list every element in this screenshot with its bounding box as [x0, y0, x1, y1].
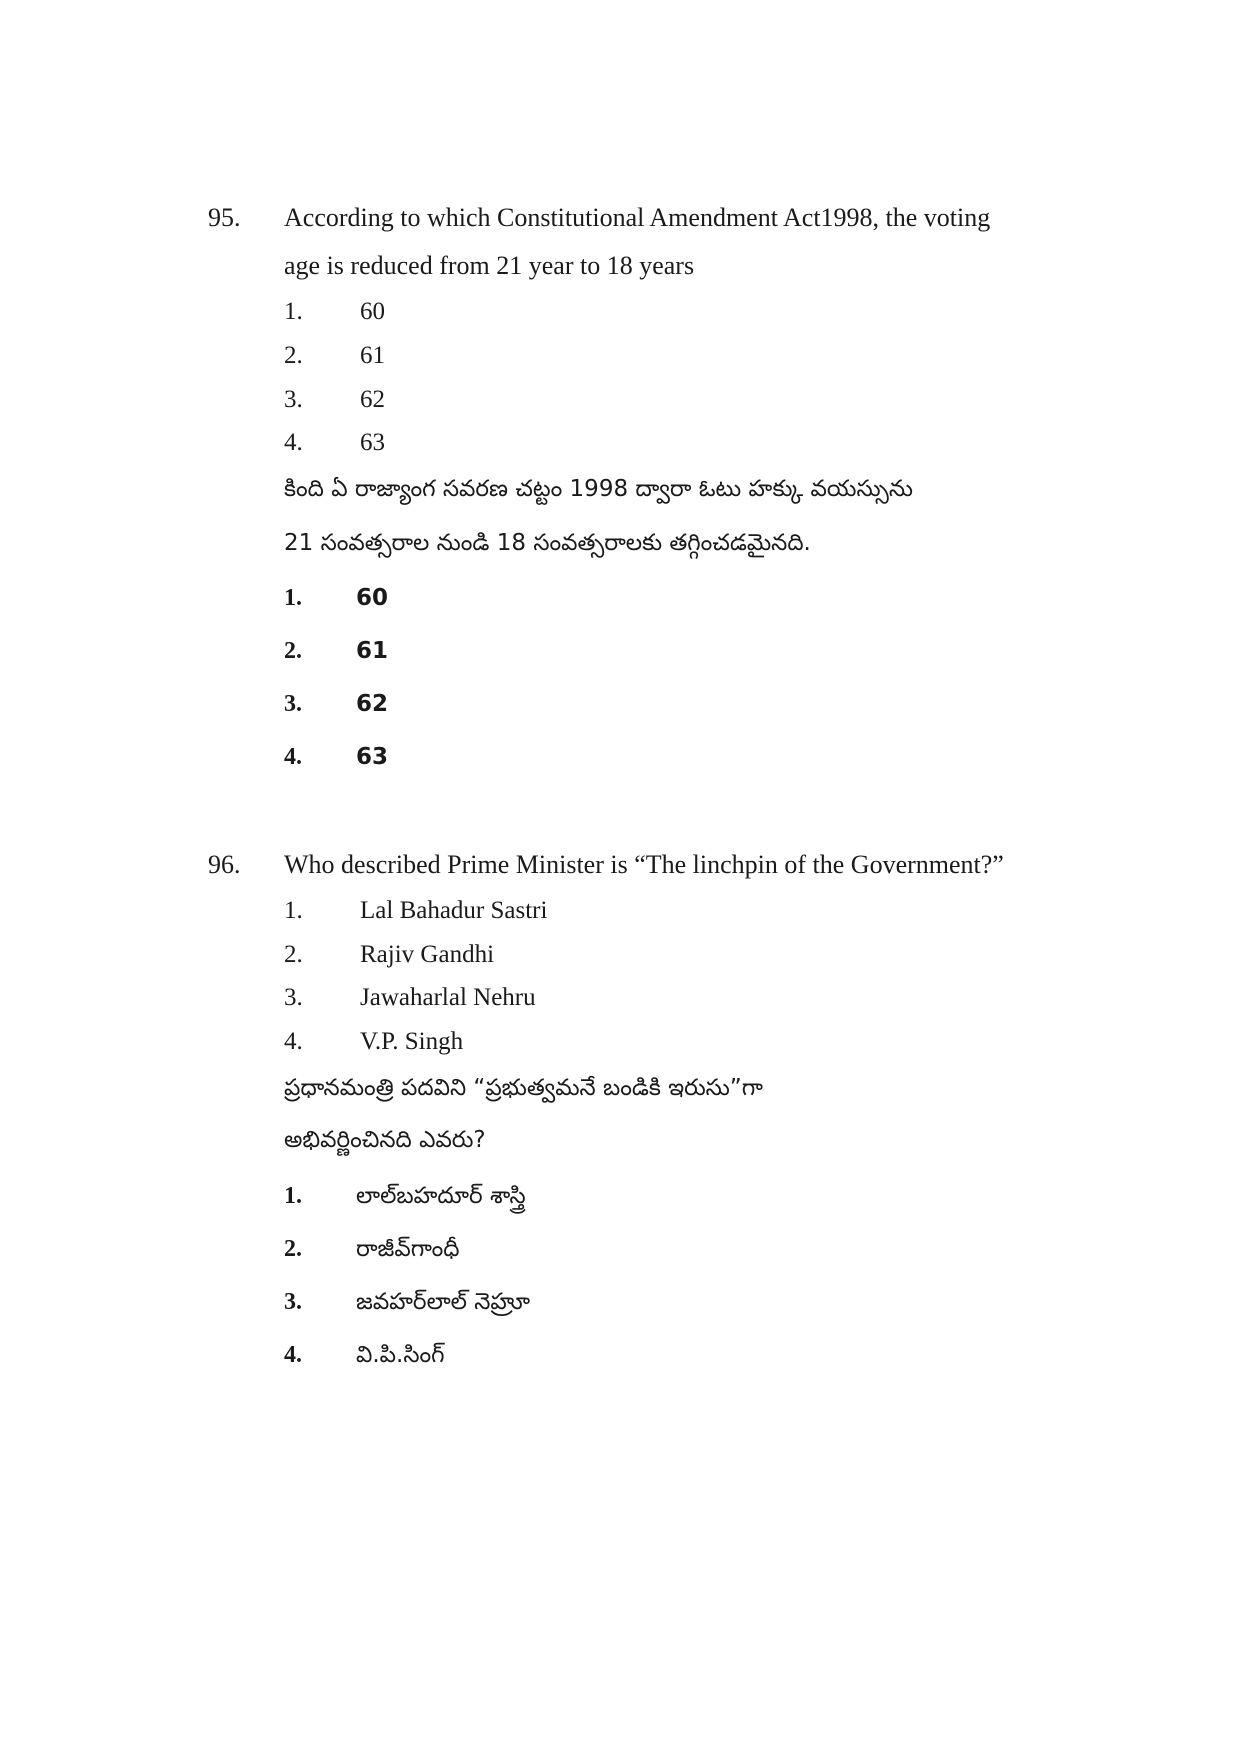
option-text: V.P. Singh	[360, 1028, 464, 1055]
option-text: 63	[360, 429, 385, 456]
question-text-line: age is reduced from 21 year to 18 years	[284, 251, 695, 280]
option-text: Jawaharlal Nehru	[360, 984, 536, 1011]
option-text: 60	[360, 298, 385, 325]
option-number: 2.	[284, 941, 303, 968]
option-text: వి.పి.సింగ్	[356, 1342, 445, 1368]
option-text: 60	[356, 585, 389, 611]
question-text-line: Who described Prime Minister is “The linchpin of the Government?”	[284, 850, 1004, 879]
question-number: 95.	[208, 203, 241, 232]
option-number: 4.	[284, 744, 302, 770]
telugu-question-line: అభివర్ణించినది ఎవరు?	[284, 1127, 486, 1153]
option-number: 2.	[284, 1236, 302, 1262]
option-text: 63	[356, 744, 389, 770]
telugu-question-line: ప్రధానమంత్రి పదవిని “ప్రభుత్వమనే బండికి ఇరుసు”గా	[284, 1075, 763, 1101]
option-number: 1.	[284, 897, 303, 924]
option-number: 4.	[284, 1028, 303, 1055]
telugu-question-line: కింది ఏ రాజ్యాంగ సవరణ చట్టం 1998 ద్వారా ఓటు హక్కు వయస్సును	[284, 476, 913, 502]
option-number: 1.	[284, 298, 303, 325]
option-number: 4.	[284, 1342, 302, 1368]
option-text: Lal Bahadur Sastri	[360, 897, 548, 924]
option-number: 3.	[284, 984, 303, 1011]
option-number: 3.	[284, 1289, 302, 1315]
option-text: 62	[356, 691, 389, 717]
option-number: 1.	[284, 1183, 302, 1209]
option-number: 2.	[284, 342, 303, 369]
option-text: 61	[360, 342, 385, 369]
option-number: 1.	[284, 585, 302, 611]
option-text: రాజీవ్‌గాంధీ	[356, 1236, 460, 1262]
question-text-line: According to which Constitutional Amendment Act1998, the voting	[284, 203, 991, 232]
option-text: 61	[356, 638, 389, 664]
telugu-question-line: 21 సంవత్సరాల నుండి 18 సంవత్సరాలకు తగ్గించడమైనది.	[284, 530, 811, 556]
option-text: లాల్‌బహదూర్ శాస్త్రి	[356, 1183, 526, 1209]
question-number: 96.	[208, 850, 241, 879]
option-number: 4.	[284, 429, 303, 456]
option-number: 3.	[284, 691, 302, 717]
option-number: 3.	[284, 386, 303, 413]
option-text: 62	[360, 386, 385, 413]
option-text: Rajiv Gandhi	[360, 941, 495, 968]
option-number: 2.	[284, 638, 302, 664]
option-text: జవహర్‌లాల్ నెహ్రూ	[356, 1289, 531, 1315]
